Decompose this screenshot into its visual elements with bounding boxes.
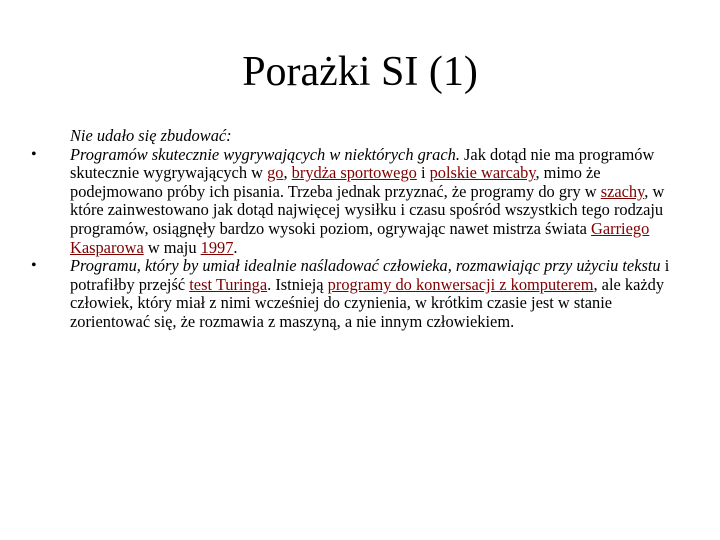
body-text: . Istnieją <box>267 274 328 294</box>
inline-link[interactable]: programy do konwersacji z komputerem <box>327 274 594 294</box>
inline-link[interactable]: 1997 <box>200 237 234 257</box>
emphasized-text: Programu, który by umiał idealnie naśladować człowieka, rozmawiając przy użyciu tekstu <box>70 256 661 276</box>
bullet-list <box>31 144 692 332</box>
inline-link[interactable]: go <box>267 163 284 183</box>
body-text: i <box>416 163 430 183</box>
bullet-icon: • <box>31 145 37 163</box>
body-text: , mimo że podejmowano próby ich pisania. Trzeba jednak przyznać, że programy do gry w <box>70 163 601 201</box>
inline-link[interactable]: test Turinga <box>189 274 268 294</box>
body-text: , w które zainwestowano jak dotąd najwięcej wysiłku i czasu spośród wszystkich tego rodzaju programów, osiągnęły bardzo wysoki poziom, ogrywając nawet mistrza świata <box>70 181 665 238</box>
bullet-text <box>70 145 664 257</box>
body-text: , <box>283 163 292 183</box>
slide-body <box>31 126 692 332</box>
body-text: w maju <box>143 237 201 257</box>
inline-link[interactable]: szachy <box>600 181 645 201</box>
body-text: Jak dotąd nie ma programów skutecznie wygrywających w <box>70 144 655 183</box>
body-text: , ale każdy człowiek, który miał z nimi wcześniej do czynienia, w krótkim czasie jest w stanie zorientować się, że rozmawia z maszyną, a nie innym człowiekiem. <box>70 274 665 331</box>
bullet-icon: • <box>31 257 37 275</box>
bullet-text <box>70 256 669 331</box>
inline-link[interactable]: brydża sportowego <box>291 163 417 183</box>
body-text: . <box>233 237 238 257</box>
inline-link[interactable]: Garriego Kasparowa <box>70 218 650 257</box>
bullet-item <box>31 256 692 331</box>
inline-link[interactable]: polskie warcaby <box>429 163 536 183</box>
body-text: i potrafiłby przejść <box>70 256 670 294</box>
intro-text: Nie udało się zbudować: <box>70 126 232 145</box>
bullet-item <box>31 144 692 258</box>
slide-title: Porażki SI (1) <box>242 49 478 95</box>
emphasized-text: Programów skutecznie wygrywających w niektórych grach. <box>70 144 460 164</box>
